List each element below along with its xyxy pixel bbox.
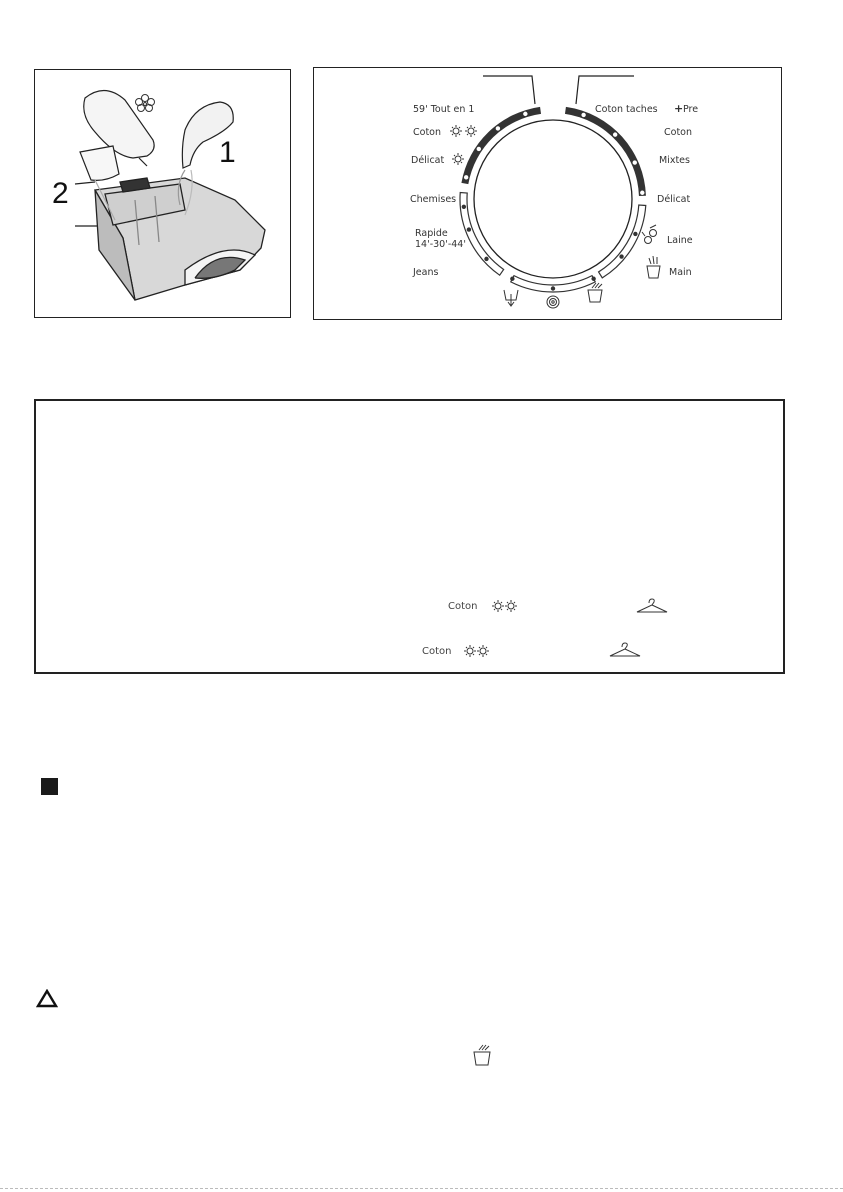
- program-delicat-dry[interactable]: Délicat: [411, 155, 445, 166]
- rinse-icon[interactable]: [588, 283, 602, 302]
- group-bracket-left: [483, 76, 535, 104]
- rinse-icon: [470, 1044, 496, 1068]
- program-dot: [551, 286, 555, 290]
- program-coton-dry[interactable]: Coton: [413, 127, 442, 138]
- program-dot: [510, 277, 514, 281]
- program-coton-taches[interactable]: Coton taches: [595, 104, 658, 115]
- dispenser-illustration: [34, 69, 291, 318]
- program-dot: [633, 160, 637, 164]
- program-rapide[interactable]: Rapide: [415, 228, 448, 239]
- program-dot: [581, 113, 585, 117]
- group-bracket-right: [576, 76, 634, 104]
- program-dot: [640, 191, 644, 195]
- program-dot: [467, 227, 471, 231]
- program-dot: [464, 175, 468, 179]
- program-mixtes[interactable]: Mixtes: [659, 155, 690, 166]
- dry-sun-icon: [464, 644, 490, 658]
- program-dot: [462, 205, 466, 209]
- program-dot: [523, 112, 527, 116]
- info-coton-label-1: Coton: [448, 601, 478, 612]
- warning-icon: [36, 989, 58, 1008]
- program-laine[interactable]: Laine: [667, 235, 693, 246]
- dry-sun-icon: [492, 599, 518, 613]
- program-coton[interactable]: Coton: [664, 127, 693, 138]
- information-box: [34, 399, 785, 674]
- program-pre[interactable]: Pre: [683, 104, 699, 115]
- square-bullet: [41, 778, 58, 795]
- drain-icon[interactable]: [504, 290, 518, 306]
- program-dot: [619, 254, 623, 258]
- program-dot: [477, 147, 481, 151]
- handwash-icon: [647, 256, 660, 278]
- info-coton-label-2: Coton: [422, 646, 452, 657]
- program-dot: [633, 232, 637, 236]
- program-dial-panel: [313, 67, 782, 320]
- plus-icon: +: [674, 102, 684, 115]
- page-bottom-edge: [0, 1188, 843, 1189]
- program-rapide-times: 14'-30'-44': [415, 239, 466, 250]
- program-main[interactable]: Main: [669, 267, 692, 278]
- program-dot: [613, 132, 617, 136]
- hanger-icon: [609, 641, 641, 659]
- program-delicat[interactable]: Délicat: [657, 194, 691, 205]
- hanger-icon: [636, 597, 668, 615]
- program-jeans[interactable]: Jeans: [413, 267, 439, 278]
- program-knob[interactable]: [474, 120, 632, 278]
- compartment-1-label: 1: [219, 136, 236, 169]
- program-tout-en-1[interactable]: 59' Tout en 1: [413, 104, 475, 115]
- wool-icon: [642, 225, 657, 244]
- compartment-2-label: 2: [52, 177, 69, 210]
- program-dot: [591, 277, 595, 281]
- program-dot: [484, 257, 488, 261]
- program-chemises[interactable]: Chemises: [410, 194, 457, 205]
- spin-icon[interactable]: [547, 296, 559, 308]
- program-dot: [496, 126, 500, 130]
- flower-icon: [136, 95, 155, 112]
